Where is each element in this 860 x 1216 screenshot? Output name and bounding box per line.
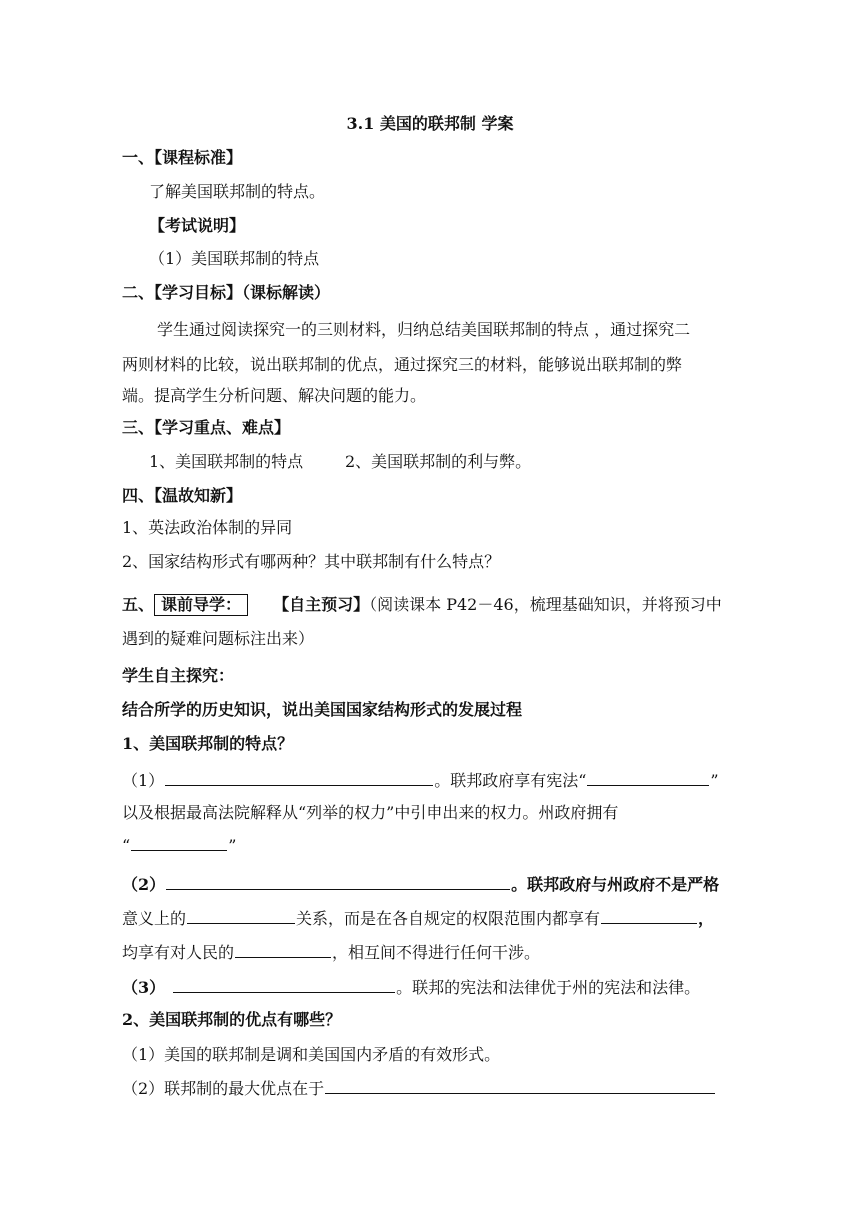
section-2-heading: 二、【学习目标】（课标解读）	[122, 283, 331, 302]
fill-blank[interactable]	[587, 769, 709, 786]
review-item-1: 1、英法政治体制的异同	[122, 518, 293, 537]
section-5-prefix: 五、	[122, 595, 155, 614]
q1-line-1	[122, 769, 719, 791]
page-title: 3.1 美国的联邦制 学案	[346, 114, 514, 133]
q2-item-1: （1）美国的联邦制是调和美国国内矛盾的有效形式。	[122, 1045, 501, 1064]
fill-blank[interactable]	[131, 834, 227, 851]
q2-item-2: （2）联邦制的最大优点在于	[122, 1079, 325, 1098]
section-3-heading: 三、【学习重点、难点】	[122, 418, 291, 437]
q1-line5-text-a: 意义上的	[122, 909, 187, 928]
self-explore-heading: 学生自主探究：	[122, 666, 235, 685]
self-preview-desc-2: 遇到的疑难问题标注出来）	[122, 629, 315, 648]
fill-blank[interactable]	[187, 907, 295, 924]
q1-item3-label: （3）	[122, 978, 166, 997]
q1-line5-comma: ，	[698, 909, 715, 928]
exam-heading: 【考试说明】	[149, 216, 246, 235]
q1-line4-text: 。联邦政府与州政府不是严格	[511, 875, 720, 894]
q1-line-5	[122, 907, 714, 929]
q1-line5-text-b: 关系，而是在各自规定的权限范围内都享有	[296, 909, 601, 928]
fill-blank[interactable]	[601, 907, 697, 924]
question-2-heading: 2、美国联邦制的优点有哪些？	[122, 1010, 342, 1029]
key-point-2: 2、美国联邦制的利与弊。	[345, 452, 532, 471]
section-5-line	[122, 594, 722, 616]
q1-line-4	[122, 873, 719, 895]
q1-line-7	[122, 976, 700, 998]
q1-item2-label: （2）	[122, 875, 166, 894]
q1-line-3	[122, 834, 236, 856]
fill-blank[interactable]	[166, 873, 510, 890]
key-point-1: 1、美国联邦制的特点	[149, 452, 304, 471]
q1-line6-text-a: 均享有对人民的	[122, 943, 235, 962]
pre-study-box: 课前导学：	[154, 594, 248, 616]
q2-item-2-line	[122, 1077, 716, 1099]
section-4-heading: 四、【温故知新】	[122, 486, 243, 505]
q1-line6-text-b: ，相互间不得进行任何干涉。	[332, 943, 541, 962]
q1-line3-quote-start: “	[122, 836, 131, 855]
section-1-heading: 一、【课程标准】	[122, 148, 243, 167]
review-item-2: 2、国家结构形式有哪两种？其中联邦制有什么特点？	[122, 552, 501, 571]
explore-task: 结合所学的历史知识，说出美国国家结构形式的发展过程	[122, 700, 523, 719]
self-preview-heading: 【自主预习】	[273, 595, 370, 614]
q1-line-6	[122, 941, 540, 963]
fill-blank[interactable]	[173, 976, 395, 993]
q1-line-2: 以及根据最高法院解释从“列举的权力”中引申出来的权力。州政府拥有	[122, 803, 619, 822]
fill-blank[interactable]	[325, 1077, 715, 1094]
q1-line7-text: 。联邦的宪法和法律优于州的宪法和法律。	[396, 978, 701, 997]
self-preview-desc: （阅读课本 P42－46，梳理基础知识，并将预习中	[369, 595, 722, 614]
q1-line1-quote-end: ”	[710, 771, 719, 790]
fill-blank[interactable]	[235, 941, 331, 958]
question-1-heading: 1、美国联邦制的特点？	[122, 734, 294, 753]
exam-item: （1）美国联邦制的特点	[149, 249, 320, 268]
fill-blank[interactable]	[165, 769, 433, 786]
q1-line3-quote-end: ”	[228, 836, 237, 855]
q1-item1-label: （1）	[122, 771, 165, 790]
goal-line-1: 学生通过阅读探究一的三则材料，归纳总结美国联邦制的特点 ，通过探究二	[157, 320, 691, 339]
goal-line-3: 端。提高学生分析问题、解决问题的能力。	[122, 386, 427, 405]
q1-line1-text: 。联邦政府享有宪法“	[434, 771, 587, 790]
course-standard-text: 了解美国联邦制的特点。	[149, 182, 326, 201]
goal-line-2: 两则材料的比较，说出联邦制的优点，通过探究三的材料，能够说出联邦制的弊	[122, 355, 683, 374]
